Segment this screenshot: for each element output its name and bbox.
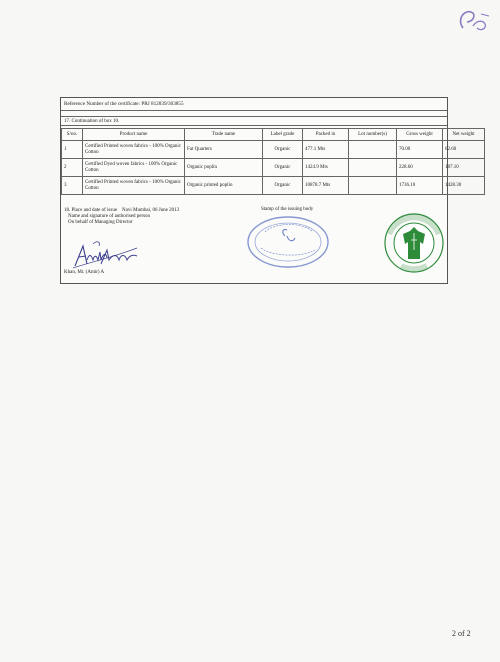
signer-name: Khan, Mr. (Amir) A xyxy=(64,270,105,275)
cell-grade: Organic xyxy=(263,177,303,195)
cell-trade: Fat Quarters xyxy=(185,141,263,159)
cell-net: 62.60 xyxy=(443,141,485,159)
cell-grade: Organic xyxy=(263,159,303,177)
signature-image xyxy=(71,238,141,270)
cell-packed: 10878.7 Mts xyxy=(303,177,349,195)
behalf-label: On behalf of Managing Director xyxy=(68,220,133,226)
cell-gross: 70.00 xyxy=(397,141,443,159)
col-gross-weight: Gross weight xyxy=(397,129,443,141)
cell-product: Certified Printed woven fabrics - 100% Organic Cotton xyxy=(83,177,185,195)
col-product-name: Product name xyxy=(83,129,185,141)
cell-gross: 228.60 xyxy=(397,159,443,177)
gots-logo-icon xyxy=(383,210,445,276)
col-trade-name: Trade name xyxy=(185,129,263,141)
stamp-label: Stamp of the issuing body xyxy=(261,207,314,212)
table-row xyxy=(62,141,485,159)
col-net-weight: Net weight xyxy=(443,129,485,141)
reference-number: Reference Number of the certificate: PRJ 812839/303855 xyxy=(61,98,447,111)
place-date-label: 18. Place and date of issue xyxy=(64,208,118,213)
cell-gross: 1736.10 xyxy=(397,177,443,195)
col-packed-in: Packed in xyxy=(303,129,349,141)
issue-details xyxy=(64,208,179,227)
table-row xyxy=(62,159,485,177)
cell-packed: 1424.9 Mts xyxy=(303,159,349,177)
place-date-value: Navi Mumbai, 06 June 2013 xyxy=(122,208,180,213)
certificate-box xyxy=(60,97,475,284)
continuation-label: 17. Continuation of box 10. xyxy=(61,116,447,126)
cell-lot xyxy=(349,177,397,195)
col-sno: S/no. xyxy=(62,129,83,141)
cell-trade: Organic printed poplin xyxy=(185,177,263,195)
col-label-grade: Label grade xyxy=(263,129,303,141)
cell-net: 1428.30 xyxy=(443,177,485,195)
cell-packed: 477.1 Mts xyxy=(303,141,349,159)
cell-grade: Organic xyxy=(263,141,303,159)
corner-stamp-mark xyxy=(455,6,495,36)
cell-sno: 3 xyxy=(62,177,83,195)
table-header-row xyxy=(62,129,485,141)
table-row xyxy=(62,177,485,195)
cell-lot xyxy=(349,159,397,177)
cell-net: 187.10 xyxy=(443,159,485,177)
cell-sno: 2 xyxy=(62,159,83,177)
cell-sno: 1 xyxy=(62,141,83,159)
issuing-body-stamp xyxy=(241,212,336,272)
cell-product: Certified Dyed woven fabrics - 100% Organic Cotton xyxy=(83,159,185,177)
cell-trade: Organic poplin xyxy=(185,159,263,177)
cell-product: Certified Printed woven fabrics - 100% Organic Cotton xyxy=(83,141,185,159)
page-number: 2 of 2 xyxy=(452,629,471,638)
goods-table xyxy=(61,128,485,195)
col-lot-numbers: Lot number(s) xyxy=(349,129,397,141)
authorised-person-label: Name and signature of authorised person xyxy=(68,214,151,220)
cell-lot xyxy=(349,141,397,159)
